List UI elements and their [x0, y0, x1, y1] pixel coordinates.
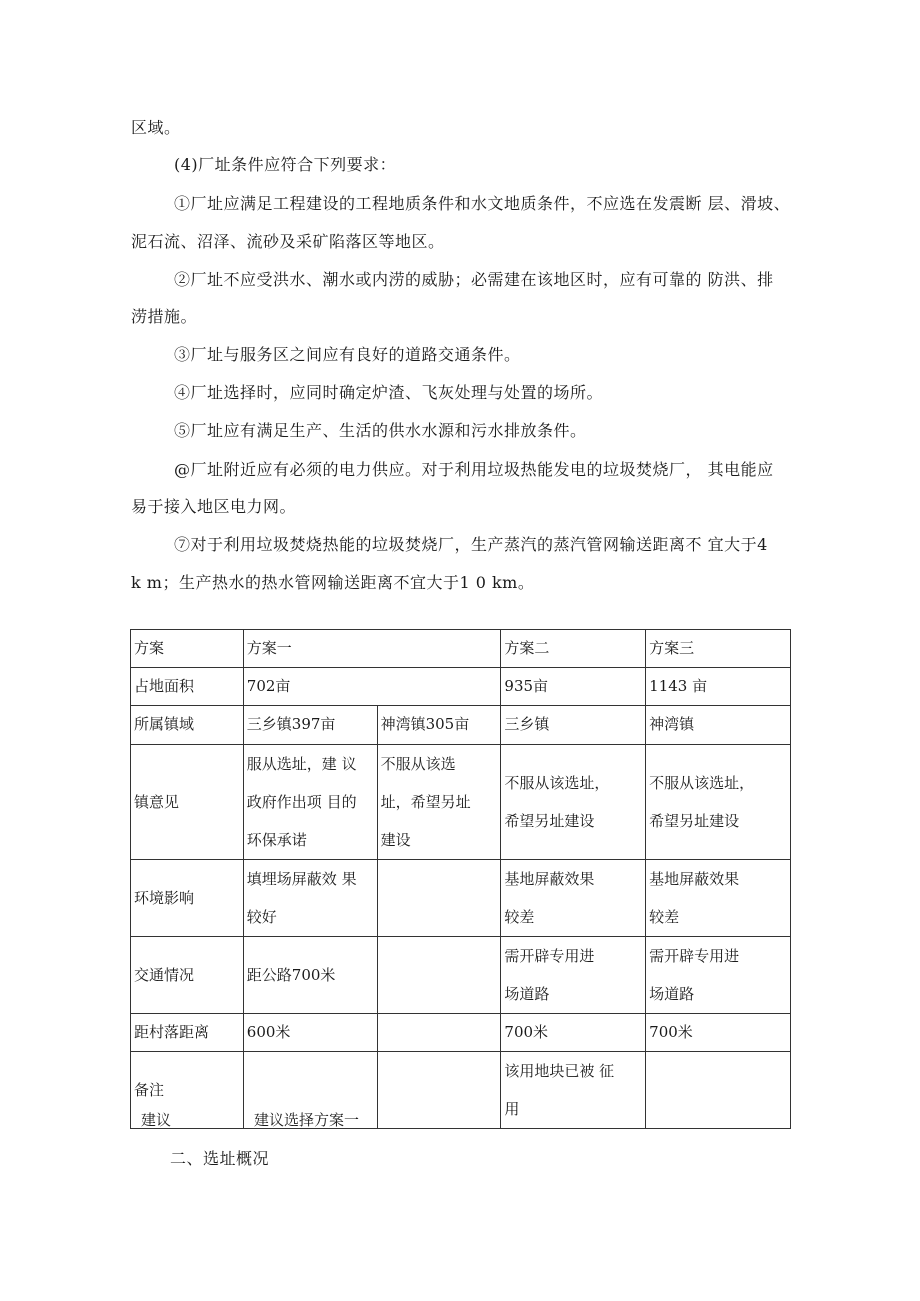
- paragraph-line: 涝措施。: [131, 307, 198, 326]
- cell-line: 需开辟专用进: [649, 947, 740, 965]
- row-label: 备注: [131, 1052, 244, 1129]
- section-heading: 二、选址概况: [170, 1149, 270, 1168]
- paragraph-line: 区域。: [131, 118, 181, 137]
- table-cell: 700米: [646, 1014, 791, 1052]
- row-label: 环境影响: [131, 860, 244, 937]
- cell-line: 希望另址建设: [504, 812, 595, 830]
- paragraph-line: 泥石流、沼泽、流砂及采矿陷落区等地区。: [131, 232, 445, 251]
- table-row-distance: [131, 1014, 791, 1052]
- cell-line: 较差: [504, 908, 535, 926]
- table-cell-empty: [646, 1052, 791, 1129]
- table-cell-empty: [377, 860, 501, 937]
- cell-line: 场道路: [649, 985, 695, 1003]
- table-cell: 600米: [243, 1014, 377, 1052]
- paragraph-line: ④厂址选择时，应同时确定炉渣、飞灰处理与处置的场所。: [174, 383, 604, 402]
- table-cell: [646, 745, 791, 860]
- table-row-header: [131, 630, 791, 668]
- table-cell: [646, 937, 791, 1014]
- table-cell: 三乡镇397亩: [243, 706, 377, 745]
- cell-line: 场道路: [504, 985, 550, 1003]
- paragraph-line: k m；生产热水的热水管网输送距离不宜大于1 0 km。: [131, 573, 535, 592]
- cell-line: 址，希望另址: [380, 793, 471, 811]
- table-cell: 700米: [501, 1014, 646, 1052]
- table-cell: [243, 860, 377, 937]
- table-row-area: [131, 668, 791, 706]
- paragraph-line: ①厂址应满足工程建设的工程地质条件和水文地质条件，不应选在发震断 层、滑坡、: [174, 194, 791, 213]
- cell-line: 不服从该选: [380, 755, 456, 773]
- table-cell: [501, 745, 646, 860]
- paragraph-line: ⑤厂址应有满足生产、生活的供水水源和污水排放条件。: [174, 421, 587, 440]
- paragraph-line: @厂址附近应有必须的电力供应。对于利用垃圾热能发电的垃圾焚烧厂， 其电能应: [174, 460, 774, 479]
- cell-line: 需开辟专用进: [504, 947, 595, 965]
- table-cell: [243, 745, 377, 860]
- cell-line: 服从选址，建 议: [246, 755, 357, 773]
- table-cell: 702亩: [243, 668, 501, 706]
- paragraph-line: (4)厂址条件应符合下列要求：: [174, 155, 397, 174]
- table-row-environment: [131, 860, 791, 937]
- paragraph-line: ②厂址不应受洪水、潮水或内涝的威胁；必需建在该地区时，应有可靠的 防洪、排: [174, 270, 774, 289]
- cell-line: 政府作出项 目的: [246, 793, 357, 811]
- table-cell: [501, 860, 646, 937]
- cell-line: 基地屏蔽效果: [649, 870, 740, 888]
- cell-line: 该用地块已被 征: [504, 1062, 615, 1080]
- table-row-remark: [131, 1052, 791, 1129]
- table-cell: 935亩: [501, 668, 646, 706]
- suggestion-label: 建议: [141, 1111, 172, 1129]
- table-header-cell: 方案三: [646, 630, 791, 668]
- table-cell: 距公路700米: [243, 937, 377, 1014]
- table-cell-empty: [377, 1014, 501, 1052]
- paragraph-line: ③厂址与服务区之间应有良好的道路交通条件。: [174, 345, 521, 364]
- table-cell: [646, 860, 791, 937]
- table-header-cell: 方案一: [243, 630, 501, 668]
- row-label: 占地面积: [131, 668, 244, 706]
- row-label: 所属镇域: [131, 706, 244, 745]
- table-cell: [501, 937, 646, 1014]
- cell-line: 环保承诺: [246, 831, 307, 849]
- cell-line: 填埋场屏蔽效 果: [246, 870, 357, 888]
- site-comparison-table: [130, 629, 791, 1129]
- cell-line: 用: [504, 1100, 520, 1118]
- cell-line: 基地屏蔽效果: [504, 870, 595, 888]
- cell-line: 希望另址建设: [649, 812, 740, 830]
- cell-line: 建设: [380, 831, 411, 849]
- paragraph-line: ⑦对于利用垃圾焚烧热能的垃圾焚烧厂，生产蒸汽的蒸汽管网输送距离不 宜大于4: [174, 535, 768, 554]
- table-cell: 三乡镇: [501, 706, 646, 745]
- table-cell-empty: [377, 1052, 501, 1129]
- row-label: 交通情况: [131, 937, 244, 1014]
- cell-line: 较好: [246, 908, 277, 926]
- table-cell: [501, 1052, 646, 1129]
- table-header-cell: 方案二: [501, 630, 646, 668]
- table-cell: 神湾镇: [646, 706, 791, 745]
- table-cell: 神湾镇305亩: [377, 706, 501, 745]
- cell-line: 较差: [649, 908, 680, 926]
- table-cell-empty: [377, 937, 501, 1014]
- table-row-town: [131, 706, 791, 745]
- table-row-opinion: [131, 745, 791, 860]
- table-header-cell: 方案: [131, 630, 244, 668]
- cell-line: 不服从该选址，: [504, 774, 610, 792]
- row-label: 距村落距离: [131, 1014, 244, 1052]
- table-row-traffic: [131, 937, 791, 1014]
- row-label: 镇意见: [131, 745, 244, 860]
- table-cell: [377, 745, 501, 860]
- suggestion-text: 建议选择方案一: [254, 1111, 360, 1129]
- paragraph-line: 易于接入地区电力网。: [131, 497, 297, 516]
- cell-line: 不服从该选址，: [649, 774, 755, 792]
- table-cell: 1143 亩: [646, 668, 791, 706]
